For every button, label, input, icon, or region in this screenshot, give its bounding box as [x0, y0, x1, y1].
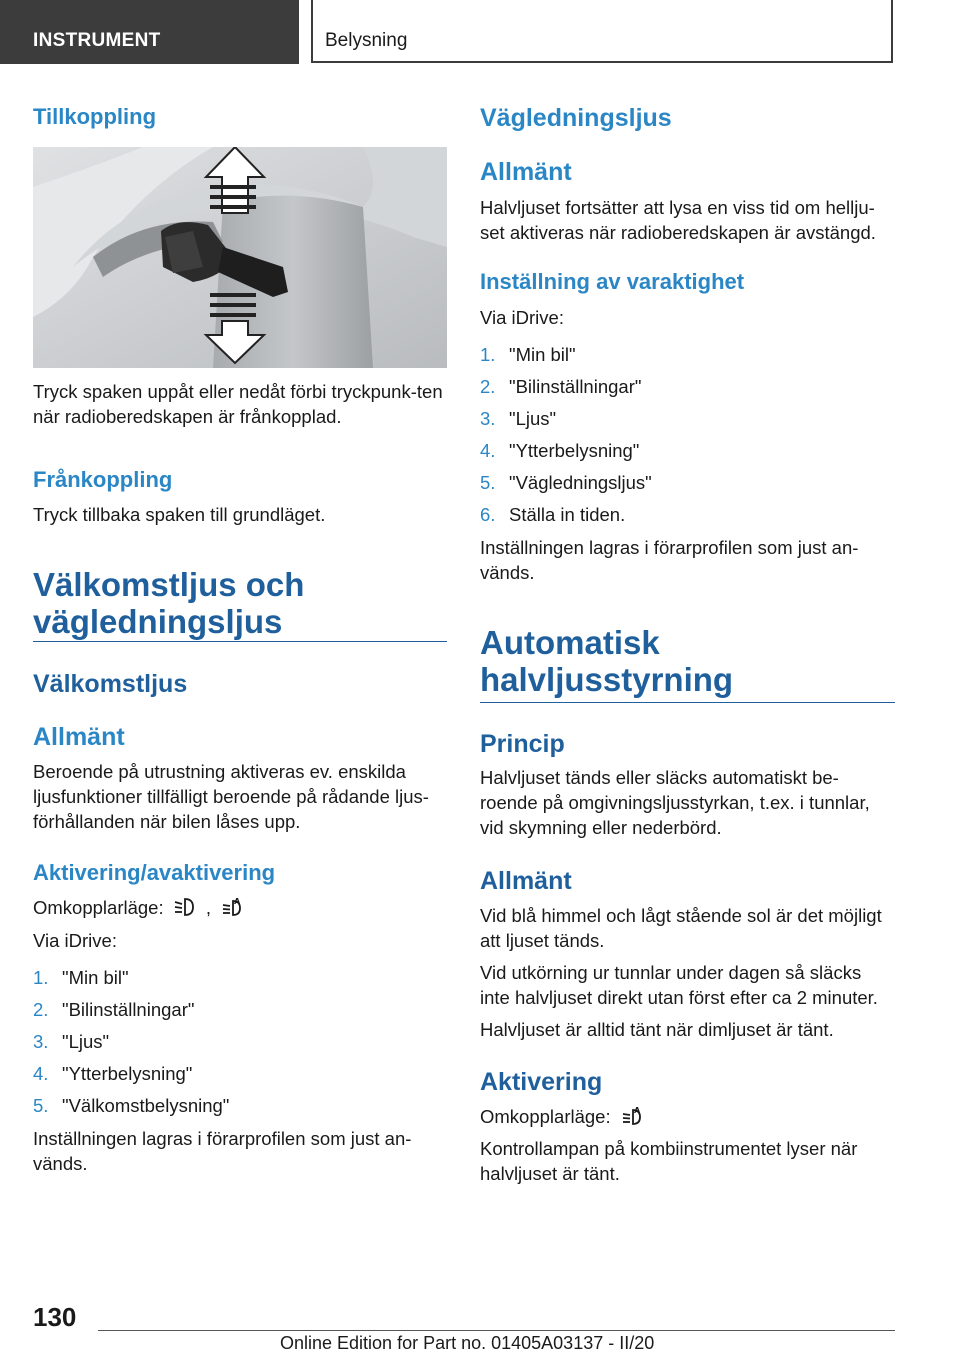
allmant-auto-p1: Vid blå himmel och lågt stående sol är det möjligt att ljuset tänds.: [480, 905, 882, 951]
via-idrive-left: Via iDrive:: [33, 930, 117, 951]
main-title-auto-line1: Automatisk: [480, 624, 660, 661]
list-item: 5. "Välkomstbelysning": [33, 1095, 230, 1116]
list-item: 1. "Min bil": [480, 344, 576, 365]
list-item: 1. "Min bil": [33, 967, 129, 988]
low-beam-lamp-icon: [173, 896, 197, 918]
list-item: 2. "Bilinställningar": [33, 999, 195, 1020]
main-title-auto-line2: halvljusstyrning: [480, 661, 734, 698]
title-rule: [33, 641, 447, 642]
heading-valkomstljus: Välkomstljus: [33, 670, 188, 698]
switch-position-label: Omkopplarläge:: [480, 1106, 611, 1127]
page-number: 130: [33, 1302, 77, 1332]
title-rule: [480, 702, 895, 703]
auto-lights-icon: [220, 896, 244, 918]
heading-allmant-left: Allmänt: [33, 723, 125, 751]
header-topic-label: Belysning: [325, 30, 408, 51]
list-item: 6. Ställa in tiden.: [480, 504, 626, 525]
princip-text: Halvljuset tänds eller släcks automatiskt be-roende på omgivningsljusstyrkan, t.ex. i tunnlar, vid skymning eller nederbörd.: [480, 767, 870, 838]
svg-text:A: A: [234, 897, 241, 906]
svg-text:A: A: [633, 1106, 640, 1115]
switch-position-line: [33, 895, 447, 920]
auto-lights-icon: [620, 1105, 644, 1127]
header-topic-tab: [311, 0, 893, 63]
allmant-left-text: Beroende på utrustning aktiveras ev. enskilda ljusfunktioner tillfälligt beroende på rådande ljus-förhållanden när bilen låses upp.: [33, 761, 429, 832]
heading-frankoppling: Frånkoppling: [33, 467, 173, 492]
profile-note-right: Inställningen lagras i förarprofilen som just an-vänds.: [480, 537, 859, 583]
heading-vagledningsljus: Vägledningsljus: [480, 104, 672, 132]
heading-allmant-auto: Allmänt: [480, 867, 572, 895]
heading-princip: Princip: [480, 730, 565, 758]
main-title-valkomst-line2: vägledningsljus: [33, 603, 283, 640]
switch-position-label: Omkopplarläge:: [33, 897, 164, 918]
heading-aktivering-avaktivering: Aktivering/avaktivering: [33, 860, 276, 885]
heading-tillkoppling: Tillkoppling: [33, 104, 157, 129]
list-item: 4. "Ytterbelysning": [33, 1063, 193, 1084]
list-item: 3. "Ljus": [480, 408, 557, 429]
via-idrive-right: Via iDrive:: [480, 307, 564, 328]
kontrollampa-text: Kontrollampan på kombiinstrumentet lyser när halvljuset är tänt.: [480, 1138, 858, 1184]
allmant-auto-p2: Vid utkörning ur tunnlar under dagen så släcks inte halvljuset direkt utan först efter ca 2 minuter.: [480, 962, 878, 1008]
heading-installning: Inställning av varaktighet: [480, 269, 745, 294]
switch-separator: ,: [205, 897, 212, 918]
stalk-lever-illustration: [33, 147, 447, 368]
heading-allmant-right: Allmänt: [480, 158, 572, 186]
edition-line: Online Edition for Part no. 01405A03137 - II/20: [280, 1333, 655, 1353]
heading-aktivering-auto: Aktivering: [480, 1068, 603, 1096]
list-item: 5. "Vägledningsljus": [480, 472, 652, 493]
footer-rule: [98, 1330, 895, 1331]
list-item: 4. "Ytterbelysning": [480, 440, 640, 461]
idrive-steps-right: [480, 342, 895, 534]
list-item: 3. "Ljus": [33, 1031, 110, 1052]
main-title-valkomst-line1: Välkomstljus och: [33, 566, 305, 603]
tillkoppling-text: Tryck spaken uppåt eller nedåt förbi tryckpunk-ten när radioberedskapen är frånkopplad.: [33, 381, 443, 427]
stalk-lever-image: [33, 147, 447, 368]
header-section-tab: [0, 0, 299, 64]
idrive-steps-left: [33, 965, 447, 1125]
frankoppling-text: Tryck tillbaka spaken till grundläget.: [33, 504, 326, 525]
allmant-auto-p3: Halvljuset är alltid tänt när dimljuset är tänt.: [480, 1019, 834, 1040]
list-item: 2. "Bilinställningar": [480, 376, 642, 397]
switch-position-line-auto: [480, 1104, 895, 1129]
profile-note-left: Inställningen lagras i förarprofilen som just an-vänds.: [33, 1128, 412, 1174]
header-section-label: INSTRUMENT: [33, 30, 161, 51]
allmant-right-text: Halvljuset fortsätter att lysa en viss tid om hellju-set aktiveras när radioberedskapen är avstängd.: [480, 197, 876, 243]
